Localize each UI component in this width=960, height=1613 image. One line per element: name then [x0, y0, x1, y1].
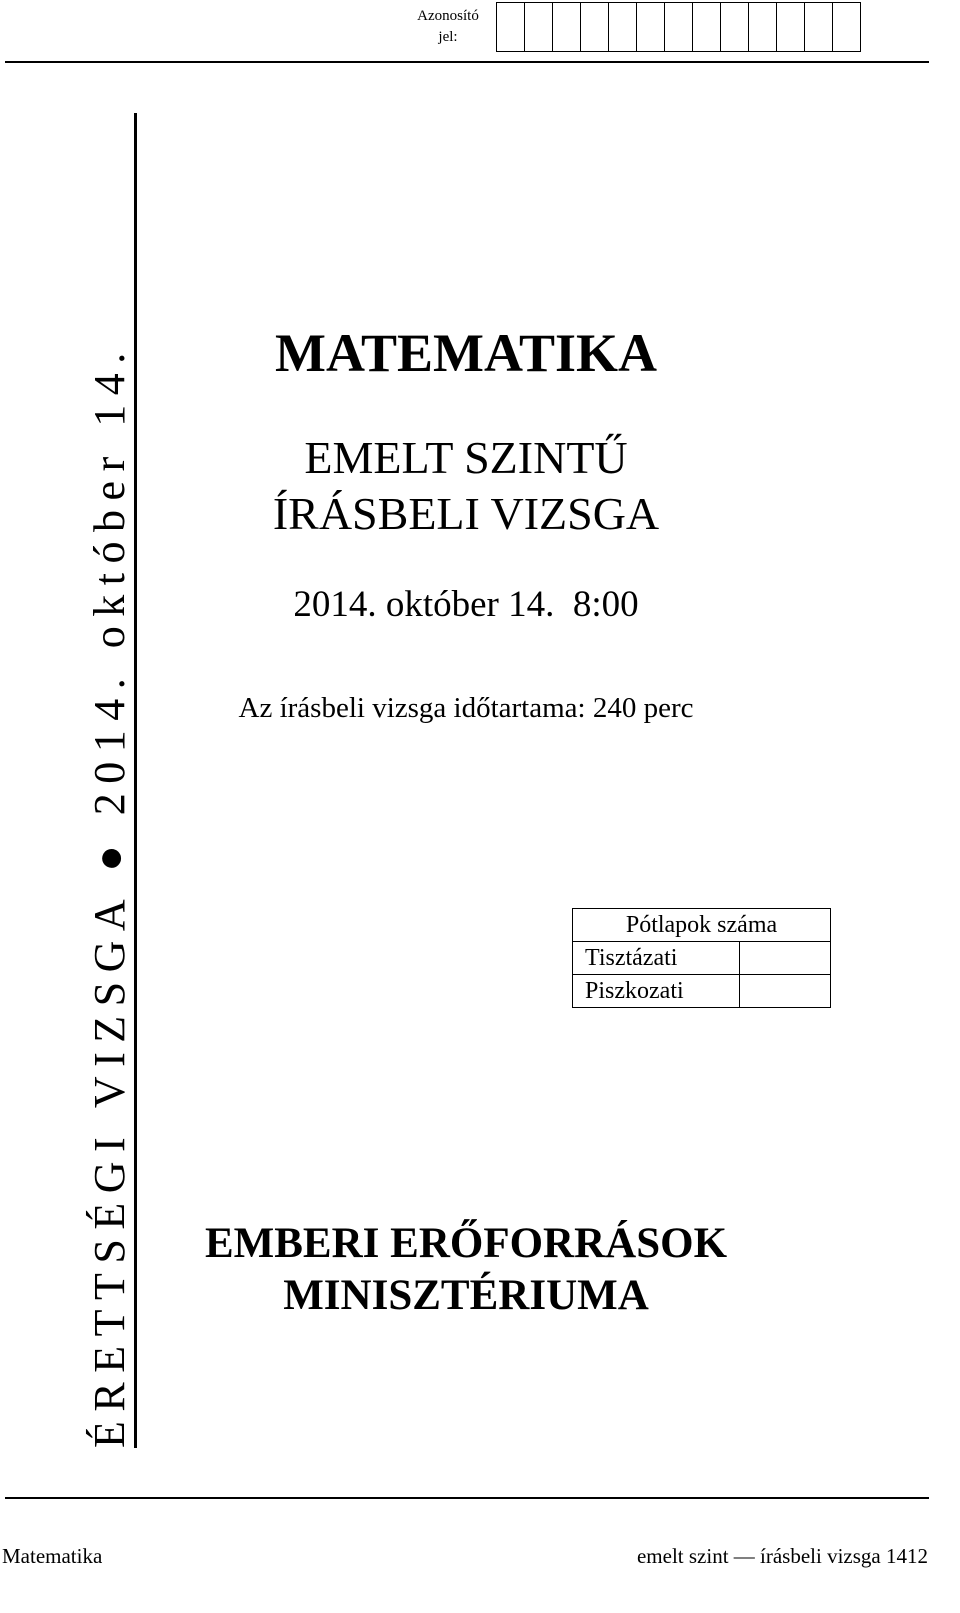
- header-rule: [5, 61, 929, 63]
- identifier-label: [400, 6, 496, 48]
- sheet-count-field[interactable]: [740, 942, 831, 975]
- exam-level-subtitle: [160, 430, 772, 542]
- identifier-label-line2: jel:: [438, 29, 458, 45]
- footer-rule: [5, 1497, 929, 1499]
- footer-exam-code: emelt szint — írásbeli vizsga 1412: [636, 1544, 928, 1568]
- identifier-box[interactable]: [721, 3, 749, 51]
- identifier-label-line1: Azonosító: [417, 8, 479, 24]
- sheet-count-field[interactable]: [740, 975, 831, 1008]
- identifier-box[interactable]: [525, 3, 553, 51]
- identifier-box[interactable]: [609, 3, 637, 51]
- identifier-box[interactable]: [553, 3, 581, 51]
- identifier-box[interactable]: [777, 3, 805, 51]
- spine-exam-label: ÉRETTSÉGI VIZSGA ● 2014. október 14.: [88, 113, 137, 1448]
- ministry-line-1: EMBERI ERŐFORRÁSOK: [204, 1220, 728, 1267]
- table-row: [573, 942, 831, 975]
- identifier-box[interactable]: [497, 3, 525, 51]
- exam-subject-title: MATEMATIKA: [275, 323, 657, 383]
- identifier-box[interactable]: [637, 3, 665, 51]
- exam-date: 2014. október 14. 8:00: [293, 584, 639, 625]
- footer-subject: Matematika: [2, 1544, 103, 1568]
- identifier-box[interactable]: [581, 3, 609, 51]
- subtitle-line-2: ÍRÁSBELI VIZSGA: [272, 488, 660, 539]
- sheet-type-label: Piszkozati: [573, 975, 740, 1008]
- identifier-box[interactable]: [665, 3, 693, 51]
- ministry-line-2: MINISZTÉRIUMA: [283, 1272, 649, 1319]
- identifier-box[interactable]: [693, 3, 721, 51]
- identifier-box[interactable]: [749, 3, 777, 51]
- exam-duration: Az írásbeli vizsga időtartama: 240 perc: [238, 692, 694, 724]
- extra-sheets-table: [572, 908, 831, 1008]
- subtitle-line-1: EMELT SZINTŰ: [304, 432, 628, 483]
- identifier-box[interactable]: [833, 3, 861, 51]
- identifier-boxes: [496, 2, 861, 52]
- sheet-type-label: Tisztázati: [573, 942, 740, 975]
- extra-sheets-header: Pótlapok száma: [573, 909, 831, 942]
- ministry-name: [160, 1218, 772, 1322]
- identifier-box[interactable]: [805, 3, 833, 51]
- table-row: [573, 975, 831, 1008]
